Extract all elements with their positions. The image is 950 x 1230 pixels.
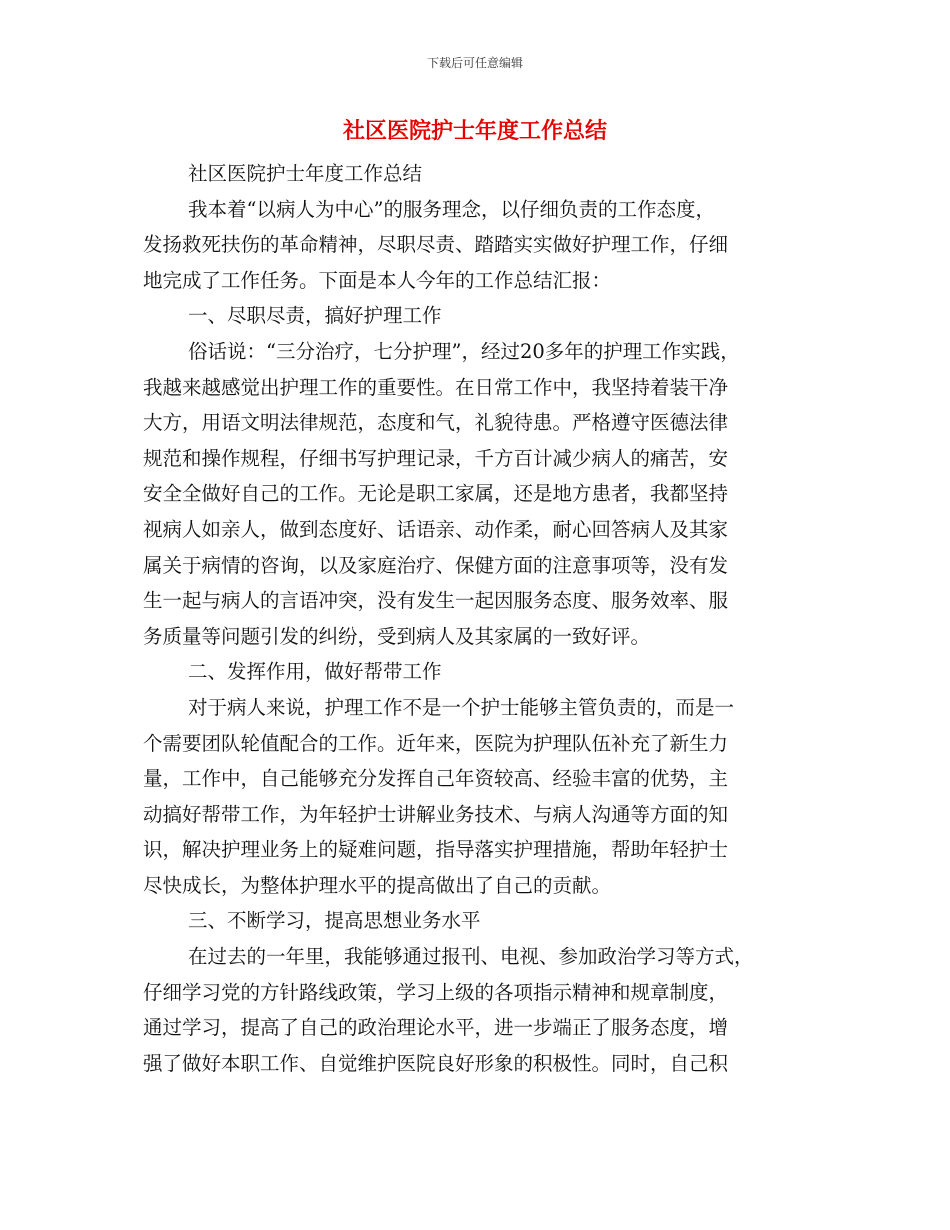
- text-line: 视病人如亲人，做到态度好、话语亲、动作柔，耐心回答病人及其家: [143, 517, 729, 541]
- text-line: 社区医院护士年度工作总结: [188, 162, 423, 185]
- text-line: 俗话说：“三分治疗，七分护理”，经过20多年的护理工作实践，: [188, 339, 740, 363]
- text-line: 强了做好本职工作、自觉维护医院良好形象的积极性。同时，自己积: [143, 1051, 729, 1075]
- text-line: 个需要团队轮值配合的工作。近年来，医院为护理队伍补充了新生力: [143, 731, 729, 755]
- text-line: 识，解决护理业务上的疑难问题，指导落实护理措施，帮助年轻护士: [143, 838, 729, 862]
- text-line: 生一起与病人的言语冲突，没有发生一起因服务态度、服务效率、服: [143, 589, 729, 613]
- text-line: 量，工作中，自己能够充分发挥自己年资较高、经验丰富的优势，主: [143, 767, 729, 791]
- text-line: 二、发挥作用，做好帮带工作: [188, 660, 442, 684]
- text-line: 发扬救死扶伤的革命精神，尽职尽责、踏踏实实做好护理工作，仔细: [143, 233, 729, 257]
- text-line: 务质量等问题引发的纠纷，受到病人及其家属的一致好评。: [143, 624, 651, 648]
- text-line: 对于病人来说，护理工作不是一个护士能够主管负责的，而是一: [188, 695, 735, 719]
- document-title: 社区医院护士年度工作总结: [342, 119, 607, 144]
- text-line: 地完成了工作任务。下面是本人今年的工作总结汇报：: [143, 268, 612, 292]
- document-body: [143, 156, 808, 1081]
- text-line: 规范和操作规程，仔细书写护理记录，千方百计减少病人的痛苦，安: [143, 446, 729, 470]
- text-line: 安全全做好自己的工作。无论是职工家属，还是地方患者，我都坚持: [143, 482, 729, 506]
- text-line: 动搞好帮带工作，为年轻护士讲解业务技术、与病人沟通等方面的知: [143, 802, 729, 826]
- text-line: 我越来越感觉出护理工作的重要性。在日常工作中，我坚持着装干净: [143, 375, 729, 399]
- header-note: 下载后可任意编辑: [426, 56, 523, 70]
- text-line: 尽快成长，为整体护理水平的提高做出了自己的贡献。: [143, 873, 612, 897]
- text-line: 三、不断学习，提高思想业务水平: [188, 909, 481, 933]
- text-line: 我本着“以病人为中心”的服务理念，以仔细负责的工作态度，: [188, 197, 715, 221]
- text-line: 一、尽职尽责，搞好护理工作: [188, 304, 442, 328]
- text-line: 大方，用语文明法律规范，态度和气，礼貌待患。严格遵守医德法律: [143, 411, 729, 435]
- text-line: 属关于病情的咨询，以及家庭治疗、保健方面的注意事项等，没有发: [143, 553, 729, 577]
- text-line: 在过去的一年里，我能够通过报刊、电视、参加政治学习等方式，: [188, 945, 754, 969]
- text-line: 仔细学习党的方针路线政策，学习上级的各项指示精神和规章制度，: [143, 980, 729, 1004]
- text-line: 通过学习，提高了自己的政治理论水平，进一步端正了服务态度，增: [143, 1016, 729, 1040]
